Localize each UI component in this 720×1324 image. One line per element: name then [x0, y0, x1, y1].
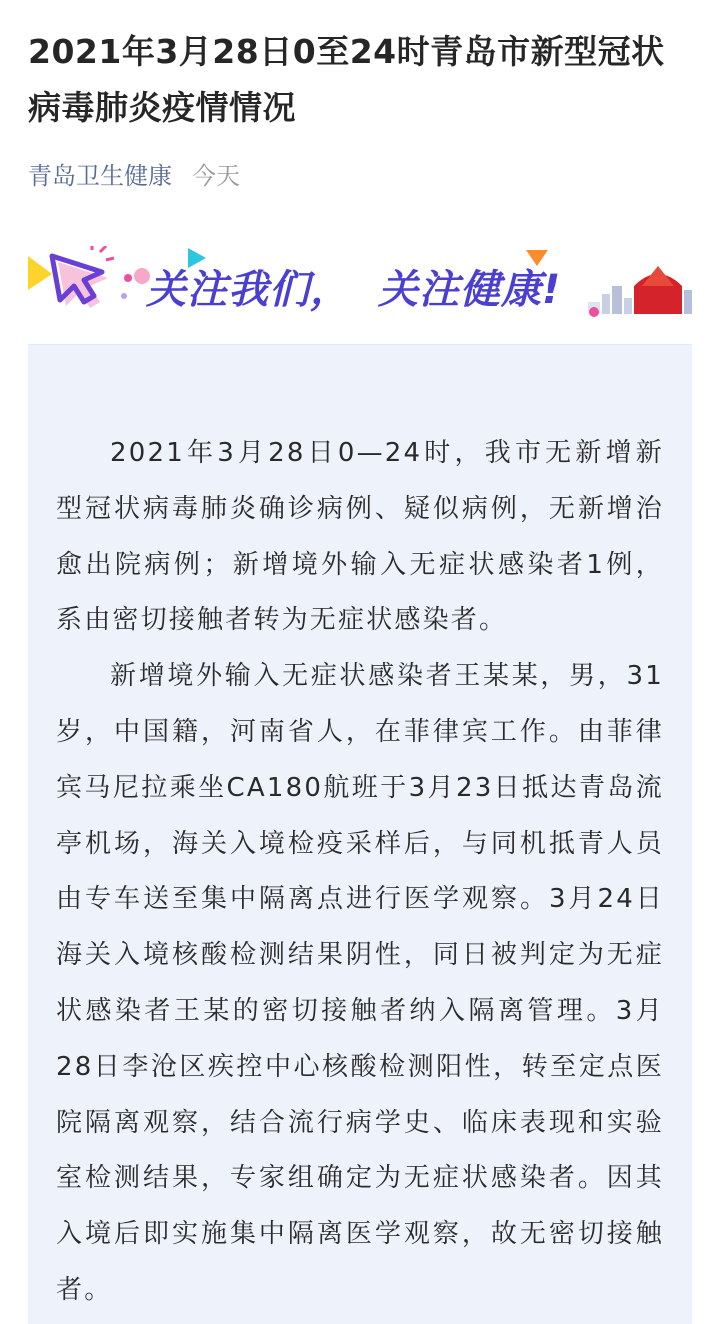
- city-landmark-icon: [588, 266, 692, 317]
- cursor-arrow-icon: [52, 246, 114, 308]
- banner-slogan-1: 关注我们，: [146, 267, 351, 313]
- lilac-dot: [121, 293, 127, 299]
- pink-dot: [124, 274, 132, 282]
- article-header: [28, 24, 692, 136]
- publish-time: 今天: [192, 161, 240, 190]
- body-paragraph-2: 新增境外输入无症状感染者王某某，男，31岁，中国籍，河南省人，在菲律宾工作。由菲律宾马尼拉乘坐CA180航班于3月23日抵达青岛流亭机场，海关入境检疫采样后，与同机抵青人员由专车送至集中隔离点进行医学观察。3月24日海关入境核酸检测结果阴性，同日被判定为无症状感染者王某的密切接触者纳入隔离管理。3月28日李沧区疾控中心核酸检测阳性，转至定点医院隔离观察，结合流行病学史、临床表现和实验室检测结果，专家组确定为无症状感染者。因其入境后即实施集中隔离医学观察，故无密切接触者。: [56, 661, 664, 1305]
- article-title: 2021年3月28日0至24时青岛市新型冠状病毒肺炎疫情情况: [28, 32, 665, 127]
- yellow-triangle-icon: [28, 256, 52, 290]
- account-name-link[interactable]: 青岛卫生健康: [28, 161, 172, 190]
- article-meta: [28, 155, 240, 191]
- body-paragraph-1: 2021年3月28日0—24时，我市无新增新型冠状病毒肺炎确诊病例、疑似病例，无新增治愈出院病例；新增境外输入无症状感染者1例，系由密切接触者转为无症状感染者。: [56, 438, 664, 636]
- follow-us-banner: [28, 246, 692, 322]
- banner-slogan-2: 关注健康!: [378, 267, 562, 313]
- article-body: [28, 344, 692, 1324]
